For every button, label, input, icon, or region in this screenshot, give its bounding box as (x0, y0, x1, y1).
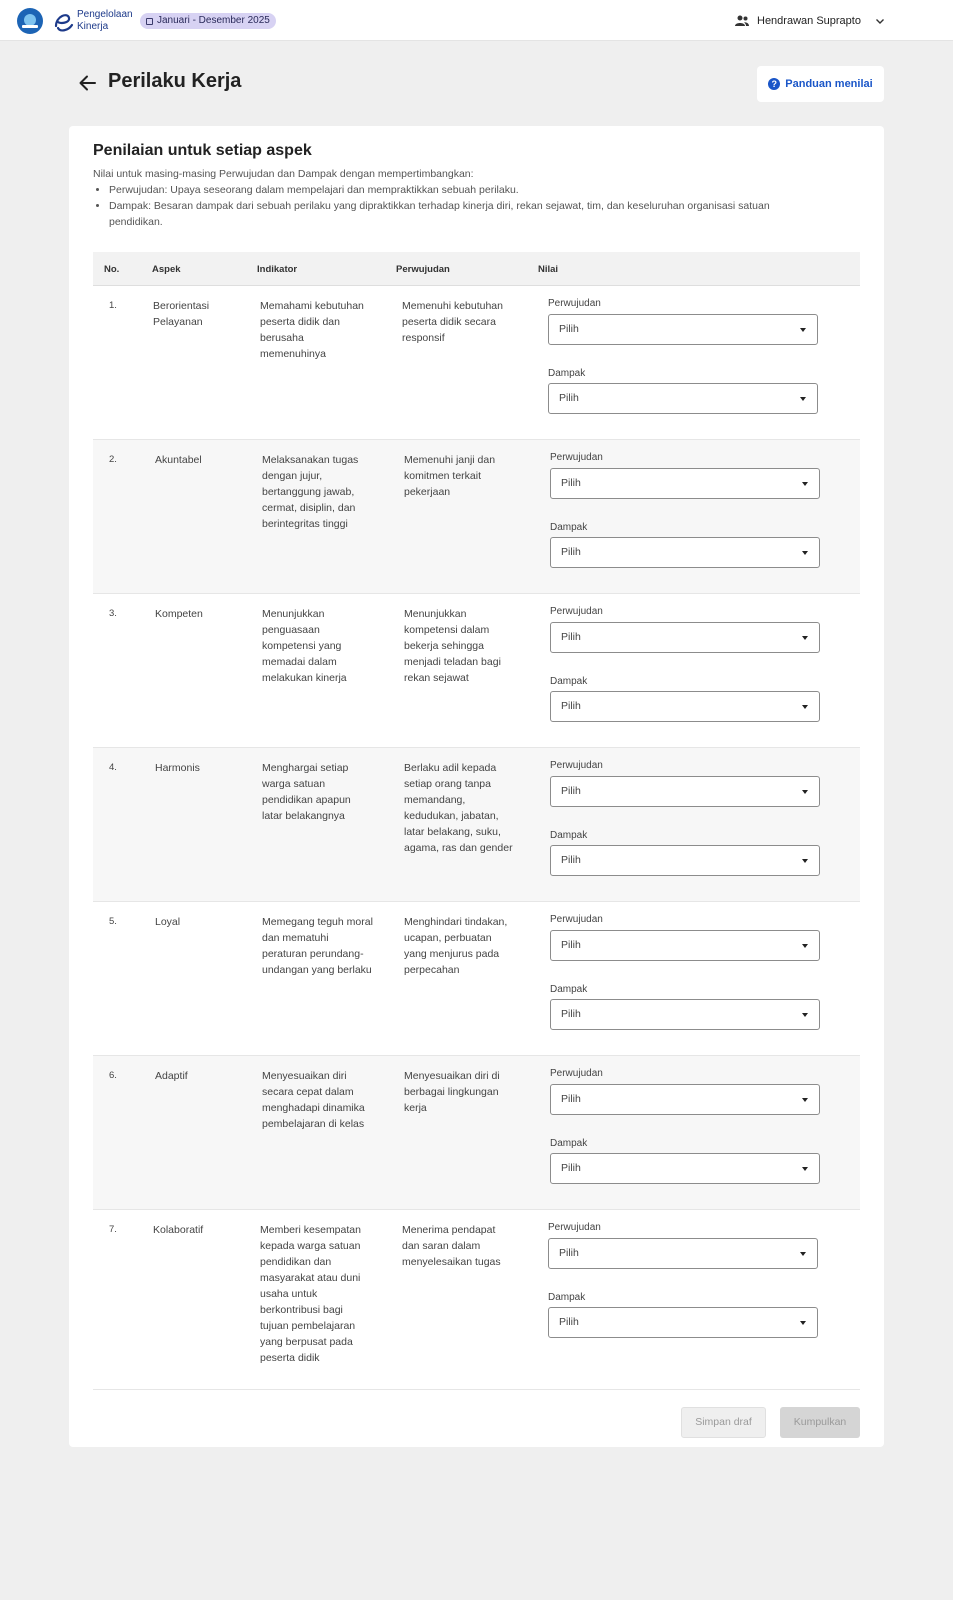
row-aspek: Kompeten (155, 608, 203, 620)
dampak-select[interactable] (548, 383, 818, 414)
ministry-logo-icon[interactable] (17, 8, 43, 34)
card-description (93, 166, 773, 230)
row-number: 3. (109, 608, 117, 619)
dampak-label: Dampak (550, 984, 588, 995)
perwujudan-select[interactable] (550, 930, 820, 961)
row-aspek: Loyal (155, 916, 181, 928)
caret-down-icon (800, 397, 806, 401)
caret-down-icon (800, 328, 806, 332)
perwujudan-label: Perwujudan (550, 452, 603, 463)
caret-down-icon (802, 636, 808, 640)
caret-down-icon (802, 790, 808, 794)
row-perwujudan: Menerima pendapat dan saran dalam menyelesaikan tugas (402, 1224, 501, 1268)
dampak-select[interactable] (550, 1153, 820, 1184)
table-row (93, 1210, 860, 1390)
row-indikator: Memahami kebutuhan peserta didik dan berusaha memenuhinya (260, 300, 364, 360)
row-perwujudan: Memenuhi kebutuhan peserta didik secara responsif (402, 300, 503, 344)
table-row (93, 902, 860, 1056)
perwujudan-select[interactable] (550, 776, 820, 807)
back-arrow-icon[interactable] (78, 73, 98, 93)
chevron-down-icon (875, 16, 885, 26)
users-icon (735, 15, 749, 27)
header-perwujudan: Perwujudan (396, 264, 450, 275)
perwujudan-select[interactable] (550, 468, 820, 499)
period-chip[interactable] (140, 13, 276, 29)
user-menu[interactable] (735, 12, 885, 30)
perwujudan-select[interactable] (550, 1084, 820, 1115)
caret-down-icon (802, 705, 808, 709)
card-bullet-perwujudan: • Perwujudan: Upaya seseorang dalam mempelajari dan mempraktikkan sebuah perilaku. (109, 182, 773, 198)
perwujudan-label: Perwujudan (550, 760, 603, 771)
select-value: Pilih (559, 1316, 579, 1328)
header-indikator: Indikator (257, 264, 298, 275)
dampak-select[interactable] (550, 845, 820, 876)
dampak-select[interactable] (548, 1307, 818, 1338)
select-value: Pilih (559, 392, 579, 404)
caret-down-icon (802, 859, 808, 863)
select-value: Pilih (561, 700, 581, 712)
table-row (93, 594, 860, 748)
caret-down-icon (802, 944, 808, 948)
help-icon: ? (768, 78, 780, 90)
row-aspek: Harmonis (155, 762, 200, 774)
caret-down-icon (802, 1098, 808, 1102)
dampak-label: Dampak (550, 830, 588, 841)
select-value: Pilih (561, 546, 581, 558)
caret-down-icon (800, 1321, 806, 1325)
row-perwujudan: Menyesuaikan diri di berbagai lingkungan kerja (404, 1070, 500, 1114)
dampak-label: Dampak (550, 1138, 588, 1149)
perwujudan-select[interactable] (548, 314, 818, 345)
select-value: Pilih (561, 1093, 581, 1105)
caret-down-icon (802, 1167, 808, 1171)
row-aspek: Akuntabel (155, 454, 202, 466)
dampak-select[interactable] (550, 999, 820, 1030)
perwujudan-label: Perwujudan (550, 606, 603, 617)
caret-down-icon (802, 1013, 808, 1017)
perwujudan-label: Perwujudan (548, 298, 601, 309)
header-nilai: Nilai (538, 264, 559, 275)
table-row (93, 440, 860, 594)
row-indikator: Menyesuaikan diri secara cepat dalam menghadapi dinamika pembelajaran di kelas (262, 1070, 365, 1130)
submit-button[interactable]: Kumpulkan (780, 1407, 860, 1438)
card-bullet-dampak: • Dampak: Besaran dampak dari sebuah perilaku yang dipraktikkan terhadap kinerja diri, rekan sejawat, tim, dan keseluruhan organisasi satuan pendidikan. (109, 198, 773, 230)
calendar-icon (146, 18, 153, 25)
user-name: Hendrawan Suprapto (757, 15, 861, 27)
dampak-label: Dampak (550, 676, 588, 687)
table-row (93, 1056, 860, 1210)
row-number: 5. (109, 916, 117, 927)
guide-button[interactable] (757, 66, 884, 102)
select-value: Pilih (561, 1162, 581, 1174)
dampak-label: Dampak (548, 1292, 586, 1303)
select-value: Pilih (561, 785, 581, 797)
row-indikator: Memberi kesempatan kepada warga satuan pendidikan dan masyarakat atau duni usaha untuk berkontribusi bagi tujuan pembelajaran yang berpusat pada peserta didik (260, 1224, 361, 1364)
row-indikator: Melaksanakan tugas dengan jujur, bertanggung jawab, cermat, disiplin, dan berintegritas tinggi (262, 454, 359, 530)
page-title: Perilaku Kerja (108, 70, 242, 92)
select-value: Pilih (561, 1008, 581, 1020)
period-label: Januari - Desember 2025 (157, 15, 270, 26)
save-draft-button[interactable]: Simpan draf (681, 1407, 766, 1438)
row-aspek: Kolaboratif (153, 1224, 204, 1236)
brand-line-2: Kinerja (77, 21, 109, 32)
brand-name (77, 9, 133, 33)
dampak-select[interactable] (550, 691, 820, 722)
row-perwujudan: Menghindari tindakan, ucapan, perbuatan yang menjurus pada perpecahan (404, 916, 508, 976)
select-value: Pilih (559, 1247, 579, 1259)
caret-down-icon (802, 482, 808, 486)
top-bar (0, 0, 953, 41)
assessment-card (69, 126, 884, 1447)
row-indikator: Memegang teguh moral dan mematuhi peraturan perundang-undangan yang berlaku (262, 916, 373, 976)
row-number: 2. (109, 454, 117, 465)
row-aspek: Berorientasi Pelayanan (153, 300, 210, 328)
select-value: Pilih (561, 631, 581, 643)
guide-button-label: Panduan menilai (785, 78, 873, 90)
perwujudan-label: Perwujudan (548, 1222, 601, 1233)
brand-line-1: Pengelolaan (77, 9, 133, 20)
row-indikator: Menghargai setiap warga satuan pendidikan apapun latar belakangnya (262, 762, 351, 822)
caret-down-icon (802, 551, 808, 555)
caret-down-icon (800, 1252, 806, 1256)
dampak-select[interactable] (550, 537, 820, 568)
row-perwujudan: Memenuhi janji dan komitmen terkait pekerjaan (404, 454, 496, 498)
row-number: 7. (109, 1224, 117, 1235)
perwujudan-select[interactable] (550, 622, 820, 653)
table-row (93, 286, 860, 440)
dampak-label: Dampak (550, 522, 588, 533)
perwujudan-label: Perwujudan (550, 914, 603, 925)
brand-logo-icon[interactable] (52, 8, 74, 34)
card-title: Penilaian untuk setiap aspek (93, 142, 312, 159)
card-intro: Nilai untuk masing-masing Perwujudan dan Dampak dengan mempertimbangkan: (93, 168, 474, 180)
select-value: Pilih (561, 854, 581, 866)
row-perwujudan: Menunjukkan kompetensi dalam bekerja sehingga menjadi teladan bagi rekan sejawat (404, 608, 501, 684)
select-value: Pilih (559, 323, 579, 335)
select-value: Pilih (561, 939, 581, 951)
row-number: 1. (109, 300, 117, 311)
row-indikator: Menunjukkan penguasaan kompetensi yang memadai dalam melakukan kinerja (262, 608, 347, 684)
table-header (93, 252, 860, 286)
row-perwujudan: Berlaku adil kepada setiap orang tanpa memandang, kedudukan, jabatan, latar belakang, suku, agama, ras dan gender (404, 762, 513, 854)
dampak-label: Dampak (548, 368, 586, 379)
row-number: 4. (109, 762, 117, 773)
perwujudan-label: Perwujudan (550, 1068, 603, 1079)
table-row (93, 748, 860, 902)
header-no: No. (104, 264, 120, 275)
select-value: Pilih (561, 477, 581, 489)
row-aspek: Adaptif (155, 1070, 188, 1082)
header-aspek: Aspek (152, 264, 181, 275)
perwujudan-select[interactable] (548, 1238, 818, 1269)
row-number: 6. (109, 1070, 117, 1081)
